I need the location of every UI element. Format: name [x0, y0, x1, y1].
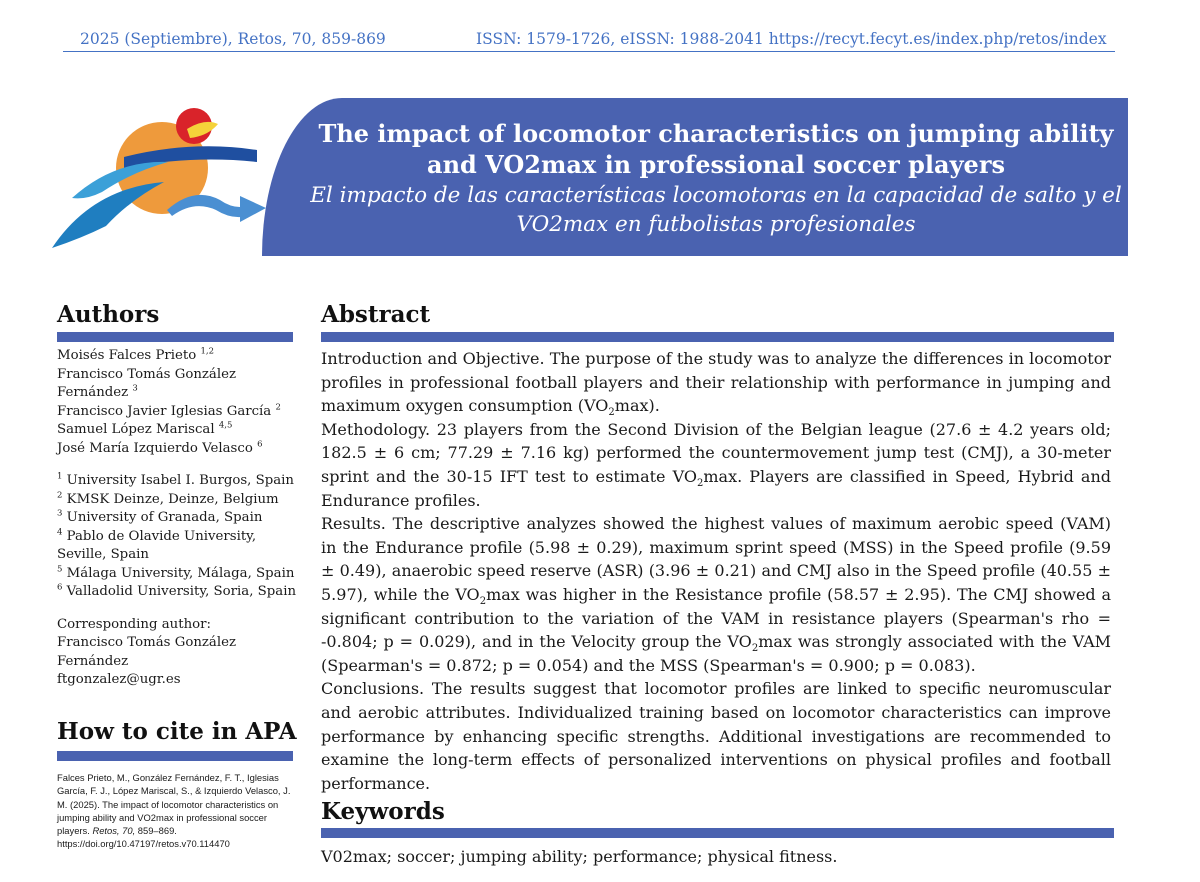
- author-line: [57, 440, 297, 459]
- affiliation-number: 6: [57, 582, 63, 593]
- author-affiliation-mark: 6: [257, 439, 263, 450]
- cite-heading: How to cite in APA: [57, 718, 297, 745]
- abstract-heading-bar: [321, 332, 1114, 342]
- author-affiliation-mark: 2: [275, 402, 281, 413]
- affiliation-number: 1: [57, 471, 63, 482]
- affiliation-text: University Isabel I. Burgos, Spain: [66, 473, 294, 488]
- author-line: [57, 347, 297, 366]
- authors-heading-bar: [57, 332, 293, 342]
- author-name: Moisés Falces Prieto: [57, 348, 197, 363]
- abstract-introduction: Introduction and Objective. The purpose of the study was to analyze the differences in locomotor profiles in professional football players and their relationship with performance in jumping and maximum oxygen consumption $(VO_2\max)$.: [321, 349, 1111, 419]
- author-affiliation-mark: 3: [132, 383, 138, 394]
- logo-arrow-head: [240, 196, 266, 222]
- author-name: Samuel López Mariscal: [57, 422, 215, 437]
- authors-block: [57, 347, 297, 690]
- affiliation-number: 2: [57, 490, 63, 501]
- affiliation-text: Málaga University, Málaga, Spain: [66, 565, 295, 581]
- author-name: Francisco Javier Iglesias García: [57, 403, 272, 419]
- affiliation-text: KMSK Deinze, Deinze, Belgium: [66, 491, 279, 507]
- citation-text: [57, 771, 295, 851]
- abstract-methodology: Methodology. 23 players from the Second Division of the Belgian league (27.6 ± 4.2 years old; 182.5 ± 6 cm; 77.29 ± 7.16 kg) performed the countermovement jump test (CMJ), a 30-meter sprint and the 30-15 IFT test to estimate $VO_2\max$. Players are classified in Speed, Hybrid and Endurance profiles.: [321, 419, 1112, 510]
- affiliation-line: [57, 583, 297, 602]
- abstract-results: Results. The descriptive analyzes showed the highest values of maximum aerobic speed (VAM) in the Endurance profile (5.98 ± 0.29), maximum sprint speed (MSS) in the Speed profile (9.59 ± 0.49), anaerobic speed reserve (ASR) (3.96 ± 0.21) and CMJ also in the Speed profile (40.55 ± 5.97), while the $VO_2\max$ was higher in the Resistance profile (58.57 ± 2.95). The CMJ showed a significant contribution to the variation of the VAM in resistance players (Spearman's rho = -0.804; p = 0.029), and in the Velocity group the $VO_2\max$ was strongly associated with the VAM (Spearman's = 0.872; p = 0.054) and the MSS (Spearman's = 0.900; p = 0.083).: [321, 514, 1112, 675]
- affiliation-text: Pablo de Olavide University, Seville, Spain: [57, 528, 257, 562]
- author-line: [57, 366, 297, 403]
- citation-pages: 859–869.: [137, 825, 177, 837]
- citation-doi[interactable]: https://doi.org/10.47197/retos.v70.114470: [57, 838, 230, 850]
- paper-title-english: The impact of locomotor characteristics on jumping ability and VO2max in professional soccer players: [318, 119, 1114, 179]
- affiliation-line: [57, 491, 297, 510]
- affiliation-text: University of Granada, Spain: [66, 510, 263, 525]
- abstract-heading: Abstract: [321, 301, 431, 328]
- journal-logo: [52, 100, 274, 250]
- author-affiliation-mark: 4,5: [218, 420, 233, 431]
- author-affiliation-mark: 1,2: [200, 346, 215, 357]
- affiliation-text: Valladolid University, Soria, Spain: [66, 584, 297, 599]
- corresponding-label: Corresponding author:: [57, 616, 211, 632]
- author-line: [57, 421, 297, 440]
- keywords-text: V02max; soccer; jumping ability; performance; physical fitness.: [321, 847, 838, 866]
- abstract-conclusions: Conclusions. The results suggest that locomotor profiles are linked to specific neuromuscular and aerobic attributes. Individualized training based on locomotor characteristics can improve performance by enhancing specific strengths. Additional investigations are recommended to examine the long-term effects of personalized interventions on physical profiles and football performance.: [321, 679, 1111, 793]
- affiliation-line: [57, 528, 297, 565]
- corresponding-email[interactable]: ftgonzalez@ugr.es: [57, 672, 181, 687]
- abstract-body: [321, 347, 1111, 795]
- paper-title-spanish: El impacto de las características locomotoras en la capacidad de salto y el VO2max en futbolistas profesionales: [310, 183, 1122, 237]
- affiliation-number: 3: [57, 508, 63, 519]
- cite-heading-bar: [57, 751, 293, 761]
- affiliation-number: 5: [57, 564, 63, 575]
- corresponding-name: Francisco Tomás González Fernández: [57, 635, 236, 669]
- journal-issue: 2025 (Septiembre), Retos, 70, 859-869: [80, 30, 386, 48]
- affiliation-number: 4: [57, 527, 63, 538]
- citation-main: Falces Prieto, M., González Fernández, F. T., Iglesias García, F. J., López Mariscal, S., & Izquierdo Velasco, J. M. (2025). The impact of locomotor characteristics on jumping ability and VO2max in professional soccer players.: [57, 772, 291, 837]
- affiliation-line: [57, 472, 297, 491]
- header-rule: [63, 51, 1115, 52]
- affiliation-line: [57, 509, 297, 528]
- author-line: [57, 403, 297, 422]
- affiliation-line: [57, 565, 297, 584]
- citation-journal: Retos, 70,: [92, 825, 136, 837]
- authors-heading: Authors: [57, 301, 160, 328]
- author-name: José María Izquierdo Velasco: [57, 440, 253, 456]
- issn-line: ISSN: 1579-1726, eISSN: 1988-2041 https://recyt.fecyt.es/index.php/retos/index: [476, 30, 1107, 48]
- keywords-heading: Keywords: [321, 798, 445, 825]
- author-name: Francisco Tomás González Fernández: [57, 366, 236, 400]
- keywords-heading-bar: [321, 828, 1114, 838]
